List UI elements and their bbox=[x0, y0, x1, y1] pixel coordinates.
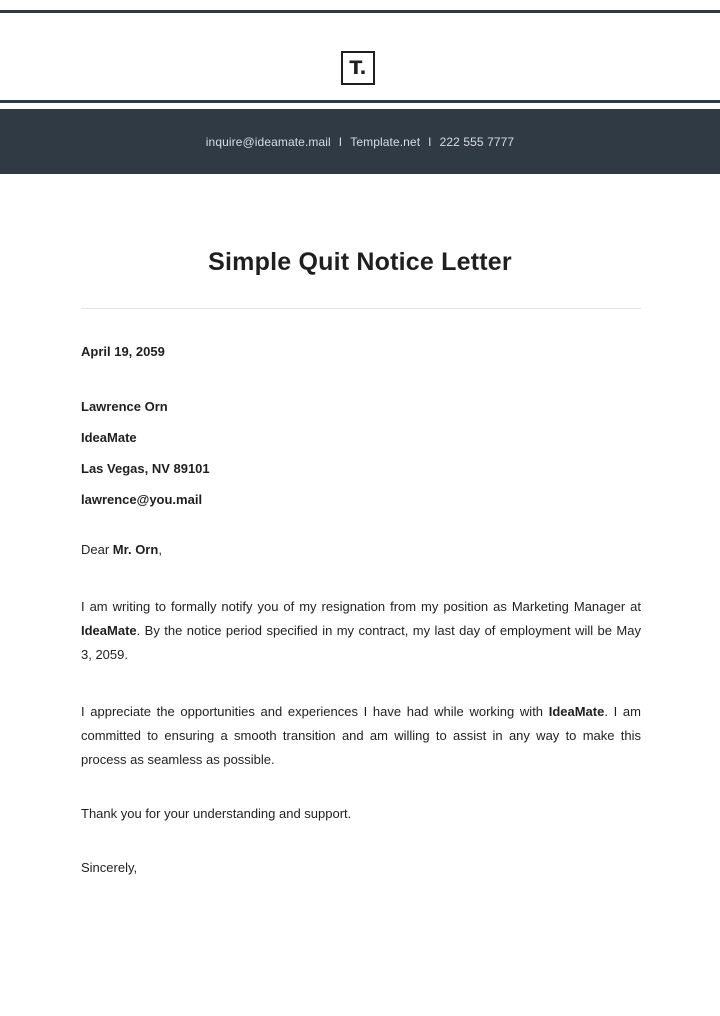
contact-separator: I bbox=[338, 134, 343, 149]
greeting-name: Mr. Orn bbox=[112, 542, 159, 557]
paragraph-text: . I am committed to ensuring a smooth transition and am willing to assist in any way to make this process as seamless as possible. bbox=[81, 704, 641, 767]
contact-website: Template.net bbox=[350, 134, 421, 149]
paragraph-text: . By the notice period specified in my contract, my last day of employment will be May 3, 2059. bbox=[81, 623, 641, 662]
contact-band bbox=[0, 109, 720, 174]
company-name: IdeaMate bbox=[548, 704, 605, 719]
header-rule bbox=[0, 100, 720, 103]
recipient-email: lawrence@you.mail bbox=[81, 492, 203, 507]
title-divider bbox=[81, 308, 641, 309]
greeting bbox=[81, 538, 641, 562]
recipient-company: IdeaMate bbox=[81, 430, 137, 445]
recipient-block bbox=[81, 395, 641, 519]
letter-body bbox=[81, 340, 641, 880]
top-rule bbox=[0, 10, 720, 13]
template-logo: T. bbox=[341, 51, 375, 85]
company-name: IdeaMate bbox=[81, 623, 137, 638]
letter-date: April 19, 2059 bbox=[81, 344, 165, 359]
contact-separator: I bbox=[428, 134, 432, 149]
contact-email: inquire@ideamate.mail bbox=[205, 134, 331, 149]
paragraph-text: I am writing to formally notify you of my resignation from my position as Marketing Manager at bbox=[81, 599, 641, 614]
thanks-line: Thank you for your understanding and support. bbox=[81, 806, 352, 821]
paragraph-appreciation bbox=[81, 700, 641, 772]
greeting-prefix: Dear bbox=[81, 542, 113, 557]
paragraph-resignation bbox=[81, 595, 641, 667]
greeting-suffix: , bbox=[158, 542, 162, 557]
closing-line: Sincerely, bbox=[81, 860, 138, 875]
recipient-address: Las Vegas, NV 89101 bbox=[81, 461, 210, 476]
document-title: Simple Quit Notice Letter bbox=[208, 248, 512, 276]
recipient-name: Lawrence Orn bbox=[81, 399, 168, 414]
paragraph-text: I appreciate the opportunities and experiences I have had while working with bbox=[81, 704, 549, 719]
contact-phone: 222 555 7777 bbox=[439, 134, 515, 149]
